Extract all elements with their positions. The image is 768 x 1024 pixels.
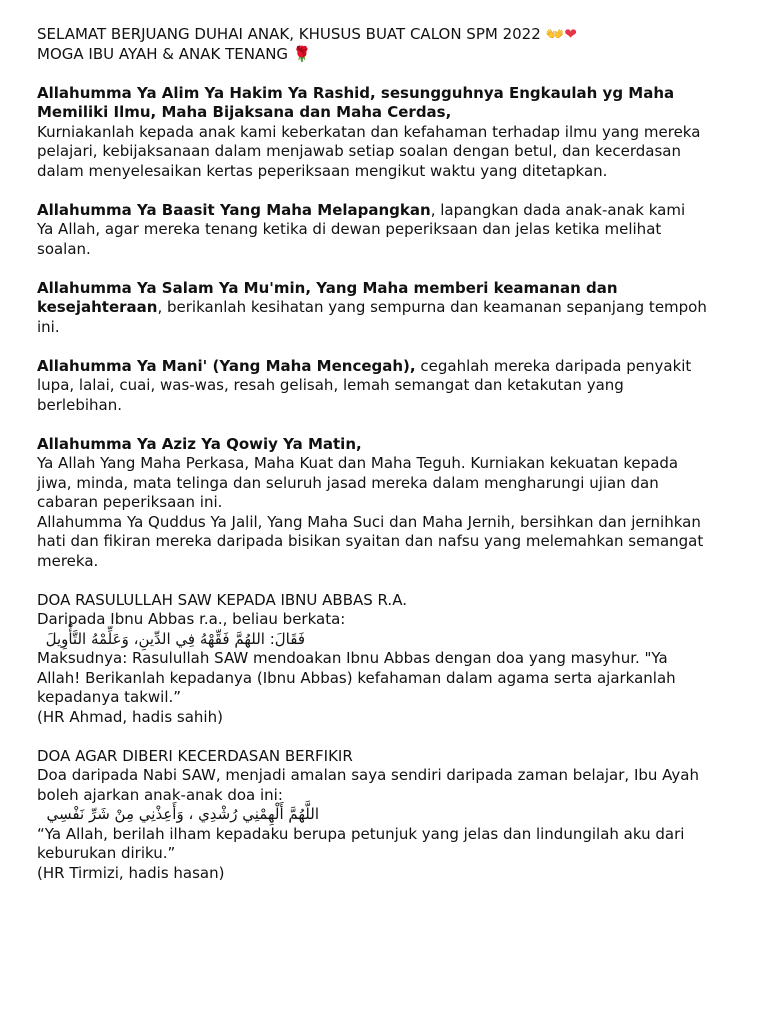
heart-emoji-icon: ❤ xyxy=(564,25,577,43)
header-line-2 xyxy=(37,45,737,65)
header-title: SELAMAT BERJUANG DUHAI ANAK, KHUSUS BUAT CALON SPM 2022 xyxy=(37,25,541,43)
paragraph-text: lupa, lalai, cuai, was-was, resah gelisah, lemah semangat dan ketakutan yang xyxy=(37,376,624,394)
section-heading: DOA AGAR DIBERI KECERDASAN BERFIKIR xyxy=(37,746,353,765)
paragraph-text: Kurniakanlah kepada anak kami keberkatan dan kefahaman terhadap ilmu yang mereka xyxy=(37,122,701,141)
paragraph-text: dalam menyelesaikan kertas peperiksaan mengikut waktu yang ditetapkan. xyxy=(37,161,608,180)
paragraph-text: berlebihan. xyxy=(37,395,122,414)
prayer-heading: Memiliki Ilmu, Maha Bijaksana dan Maha Cerdas, xyxy=(37,103,452,121)
paragraph-text: mereka. xyxy=(37,551,99,570)
paragraph-text: ini. xyxy=(37,317,60,336)
paragraph-text: Ya Allah Yang Maha Perkasa, Maha Kuat dan Maha Teguh. Kurniakan kekuatan kepada xyxy=(37,454,679,472)
prayer-heading: Allahumma Ya Salam Ya Mu'min, Yang Maha memberi keamanan dan xyxy=(37,278,618,297)
prayer-heading: Allahumma Ya Mani' (Yang Maha Mencegah), xyxy=(37,356,416,375)
paragraph-text: soalan. xyxy=(37,239,91,258)
paragraph-text: Allahumma Ya Quddus Ya Jalil, Yang Maha Suci dan Maha Jernih, bersihkan dan jernihkan xyxy=(37,512,701,531)
prayer-heading: Allahumma Ya Baasit Yang Maha Melapangkan xyxy=(37,200,431,219)
hadith-citation: (HR Tirmizi, hadis hasan) xyxy=(37,863,225,882)
prayer-heading: Allahumma Ya Aziz Ya Qowiy Ya Matin, xyxy=(37,434,362,453)
paragraph-text: jiwa, minda, mata telinga dan seluruh jasad mereka dalam mengharungi ujian dan xyxy=(37,473,659,492)
paragraph-text: kepadanya takwil.” xyxy=(37,688,182,706)
header-line-1 xyxy=(37,25,737,45)
paragraph-text: keburukan diriku.” xyxy=(37,844,176,862)
paragraph-text: Ya Allah, agar mereka tenang ketika di dewan peperiksaan dan jelas ketika melihat xyxy=(37,220,662,238)
paragraph-text: hati dan fikiran mereka daripada bisikan syaitan dan nafsu yang melemahkan semangat xyxy=(37,532,704,550)
open-hands-emoji-icon: 👐 xyxy=(545,25,565,43)
arabic-text: اللَّهُمَّ أَلْهِمْنِي رُشْدِي ، وَأَعِذْنِي مِنْ شَرِّ نَفْسِي xyxy=(46,805,319,823)
paragraph-text: cegahlah mereka daripada penyakit xyxy=(415,356,692,375)
paragraph-text: , berikanlah kesihatan yang sempurna dan keamanan sepanjang tempoh xyxy=(157,298,707,316)
paragraph-text: Doa daripada Nabi SAW, menjadi amalan saya sendiri daripada zaman belajar, Ibu Ayah xyxy=(37,766,699,784)
prayer-heading: Allahumma Ya Alim Ya Hakim Ya Rashid, sesungguhnya Engkaulah yg Maha xyxy=(37,83,675,102)
header-subtitle: MOGA IBU AYAH & ANAK TENANG xyxy=(37,44,289,63)
paragraph-text: pelajari, kebijaksanaan dalam menjawab setiap soalan dengan betul, dan kecerdasan xyxy=(37,142,681,160)
paragraph-text: Allah! Berikanlah kepadanya (Ibnu Abbas) kefahaman dalam agama serta ajarkanlah xyxy=(37,668,676,687)
hadith-citation: (HR Ahmad, hadis sahih) xyxy=(37,707,223,726)
paragraph-text: , lapangkan dada anak-anak kami xyxy=(430,200,686,219)
paragraph-text: cabaran peperiksaan ini. xyxy=(37,493,223,511)
document-body xyxy=(37,25,737,883)
paragraph-text: boleh ajarkan anak-anak doa ini: xyxy=(37,785,283,804)
arabic-text: فَقَالَ: اللهُمَّ فَقِّهْهُ فِي الدِّينِ، وَعَلِّمْهُ التَّأْوِيلَ xyxy=(45,629,305,648)
prayer-heading: kesejahteraan xyxy=(37,298,158,316)
section-heading: DOA RASULULLAH SAW KEPADA IBNU ABBAS R.A. xyxy=(37,590,407,609)
rose-emoji-icon: 🌹 xyxy=(292,44,312,63)
paragraph-text: Maksudnya: Rasulullah SAW mendoakan Ibnu Abbas dengan doa yang masyhur. "Ya xyxy=(37,649,668,667)
paragraph-text: Daripada Ibnu Abbas r.a., beliau berkata: xyxy=(37,610,346,628)
paragraph-text: “Ya Allah, berilah ilham kepadaku berupa petunjuk yang jelas dan lindungilah aku dari xyxy=(37,824,685,843)
